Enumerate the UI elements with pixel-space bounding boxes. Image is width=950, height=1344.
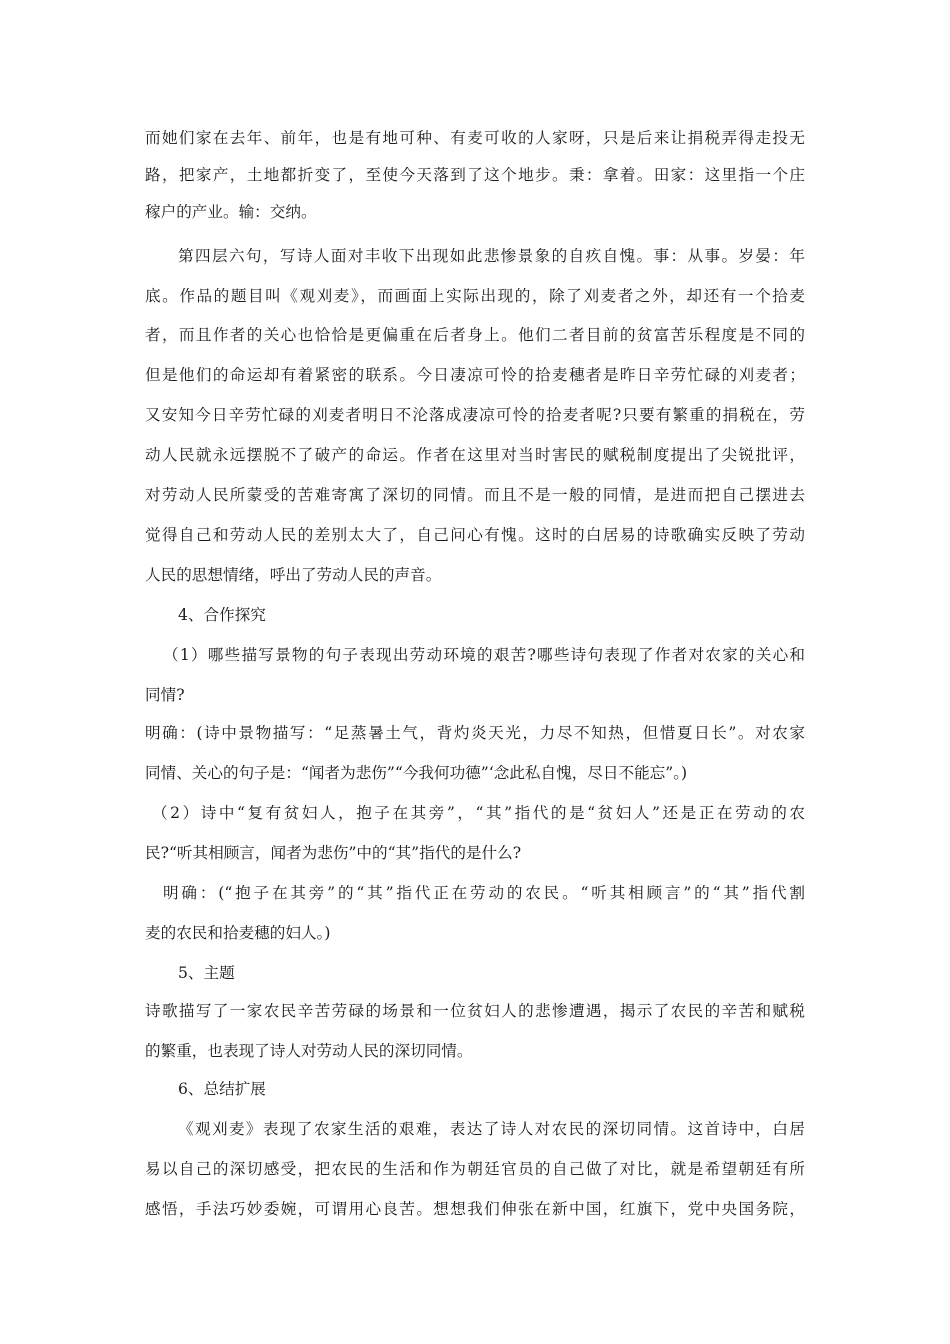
text-line: 的繁重，也表现了诗人对劳动人民的深切同情。 bbox=[145, 1042, 473, 1060]
text-line: 诗歌描写了一家农民辛苦劳碌的场景和一位贫妇人的悲惨遭遇，揭示了农民的辛苦和赋税 bbox=[145, 1002, 805, 1020]
answer-line: 明确：(“抱子在其旁”的“其”指代正在劳动的农民。“听其相顾言”的“其”指代割 bbox=[163, 884, 805, 902]
text-line: 但是他们的命运却有着紧密的联系。今日凄凉可怜的拾麦穗者是昨日辛劳忙碌的刈麦者； bbox=[145, 366, 805, 384]
text-line: 麦的农民和拾麦穗的妇人。) bbox=[145, 924, 331, 942]
text-line: 同情、关心的句子是：“闻者为悲伤”“今我何功德”‘念此私自愧，尽日不能忘”。) bbox=[145, 764, 688, 782]
answer-line: 明确：(诗中景物描写：“足蒸暑土气，背灼炎天光，力尽不知热，但惜夏日长”。对农家 bbox=[145, 724, 805, 742]
text-line: 民?“听其相顾言，闻者为悲伤”中的“其”指代的是什么? bbox=[145, 844, 522, 862]
text-line: 又安知今日辛劳忙碌的刈麦者明日不沦落成凄凉可怜的拾麦者呢?只要有繁重的捐税在，劳 bbox=[145, 406, 805, 424]
text-line: 人民的思想情绪，呼出了劳动人民的声音。 bbox=[145, 566, 442, 584]
text-line: 稼户的产业。输：交纳。 bbox=[145, 203, 317, 221]
text-line: 感悟，手法巧妙委婉，可谓用心良苦。想想我们伸张在新中国，红旗下，党中央国务院， bbox=[145, 1200, 805, 1218]
text-line: 对劳动人民所蒙受的苦难寄寓了深切的同情。而且不是一般的同情，是进而把自己摆进去 bbox=[145, 486, 805, 504]
paragraph-start-line: 第四层六句，写诗人面对丰收下出现如此悲惨景象的自疚自愧。事：从事。岁晏：年 bbox=[178, 247, 805, 265]
text-line: 路，把家产，土地都折变了，至使今天落到了这个地步。秉：拿着。田家：这里指一个庄 bbox=[145, 166, 805, 184]
section-heading: 4、合作探究 bbox=[178, 606, 266, 624]
text-line: 底。作品的题目叫《观刈麦》，而画面上实际出现的，除了刈麦者之外，却还有一个拾麦 bbox=[145, 287, 805, 305]
question-line: （1）哪些描写景物的句子表现出劳动环境的艰苦?哪些诗句表现了作者对农家的关心和 bbox=[163, 646, 805, 664]
text-line: 同情? bbox=[145, 686, 185, 704]
question-line: （2）诗中“复有贫妇人，抱子在其旁”，“其”指代的是“贫妇人”还是正在劳动的农 bbox=[152, 804, 805, 822]
text-line: 动人民就永远摆脱不了破产的命运。作者在这里对当时害民的赋税制度提出了尖锐批评， bbox=[145, 446, 805, 464]
section-heading: 5、主题 bbox=[178, 964, 235, 982]
text-line: 易以自己的深切感受，把农民的生活和作为朝廷官员的自己做了对比，就是希望朝廷有所 bbox=[145, 1160, 805, 1178]
section-heading: 6、总结扩展 bbox=[178, 1080, 266, 1098]
text-line: 觉得自己和劳动人民的差别太大了，自己问心有愧。这时的白居易的诗歌确实反映了劳动 bbox=[145, 526, 805, 544]
text-line: 者，而且作者的关心也恰恰是更偏重在后者身上。他们二者目前的贫富苦乐程度是不同的 bbox=[145, 326, 805, 344]
paragraph-start-line: 《观刈麦》表现了农家生活的艰难，表达了诗人对农民的深切同情。这首诗中，白居 bbox=[178, 1120, 805, 1138]
text-line: 而她们家在去年、前年，也是有地可种、有麦可收的人家呀，只是后来让捐税弄得走投无 bbox=[145, 129, 805, 147]
